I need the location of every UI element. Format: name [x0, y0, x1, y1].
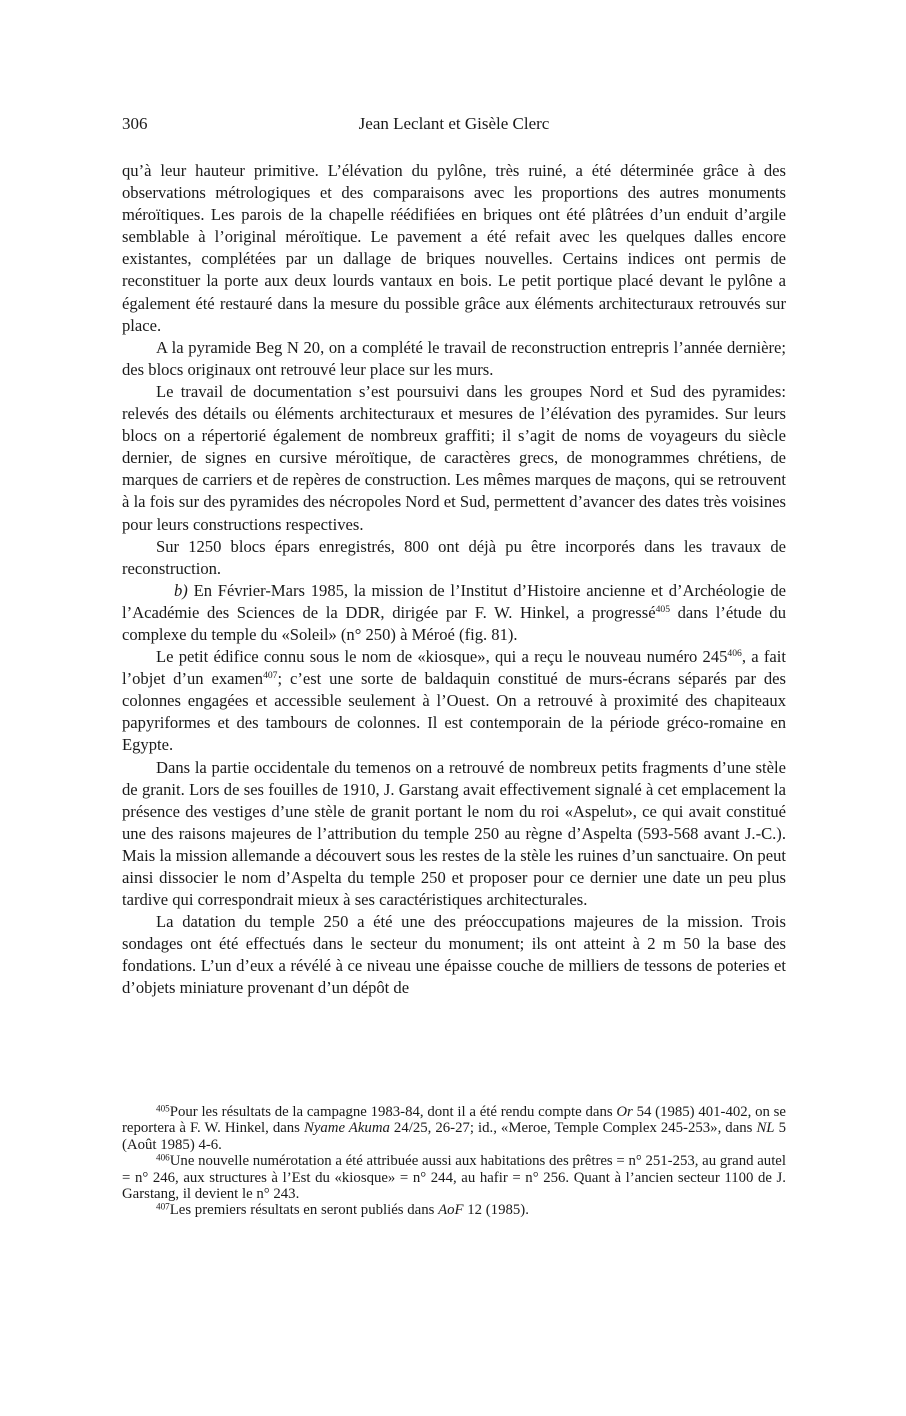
paragraph: Dans la partie occidentale du temenos on a retrouvé de nombreux petits fragments d’une stèle de granit. Lors de ses fouilles de 1910, J. Garstang avait effectivement signalé à cet emplacement la présence des vestiges d’une stèle de granit portant le nom du roi «Aspelut», ce qui avait constitué une des raisons majeures de l’attribution du temple 250 au règne d’Aspelta (593-568 avant J.-C.). Mais la mission allemande a découvert sous les restes de la stèle les ruines d’un sanctuaire. On peut ainsi dissocier le nom d’Aspelta du temple 250 et proposer pour ce dernier une date un peu plus tardive qui correspondrait mieux à ses caractéristiques architecturales. — [122, 757, 786, 910]
footnote-405 — [122, 1104, 786, 1153]
paragraph-subsection-b — [122, 580, 786, 646]
text-span: 12 (1985). — [463, 1202, 529, 1219]
footnote-number: 405 — [156, 1103, 170, 1114]
footnote-ref: 405 — [655, 604, 670, 616]
text-span: Les premiers résultats en seront publiés dans — [169, 1202, 439, 1219]
footnote-ref: 407 — [263, 670, 278, 682]
footnote-406 — [122, 1153, 786, 1202]
paragraph: Le travail de documentation s’est poursuivi dans les groupes Nord et Sud des pyramides: relevés des détails ou éléments architecturaux et mesures de l’élévation des pyramides. Sur leurs blocs on a répertorié également de nombreux graffiti; il s’agit de noms de voyageurs du siècle dernier, de signes en cursive méroïtique, de caractères grecs, de monogrammes chrétiens, de marques de carriers et de repères de construction. Les mêmes marques de maçons, qui se retrouvent à la fois sur des pyramides des nécropoles Nord et Sud, permettent d’avancer des dates très voisines pour leurs constructions respectives. — [122, 381, 786, 534]
footnotes — [122, 1104, 786, 1219]
main-text — [122, 160, 786, 1000]
text-span: Une nouvelle numérotation a été attribuée aussi aux habitations des prêtres = n° 251-253, au grand autel = n° 246, aux structures à l’Est du «kiosque» = n° 244, au hafir = n° 256. Quant à l’ancien secteur 1100 de J. Garstang, il devient le n° 243. — [122, 1153, 786, 1203]
paragraph: A la pyramide Beg N 20, on a complété le travail de reconstruction entrepris l’année dernière; des blocs originaux ont retrouvé leur place sur les murs. — [122, 337, 786, 379]
footnote-ref: 406 — [727, 648, 742, 660]
paragraph: Sur 1250 blocs épars enregistrés, 800 ont déjà pu être incorporés dans les travaux de reconstruction. — [122, 536, 786, 578]
subsection-label: b) — [174, 580, 188, 600]
page-number: 306 — [122, 114, 148, 133]
page-header — [122, 114, 786, 138]
text-span: Pour les résultats de la campagne 1983-84, dont il a été rendu compte dans — [169, 1104, 617, 1120]
text-span: 24/25, 26-27; id., «Meroe, Temple Complex 245-253», dans — [389, 1120, 757, 1137]
text-span: 54 (1985) 401-402, on se reportera à F. W. Hinkel, dans — [122, 1104, 786, 1137]
paragraph: La datation du temple 250 a été une des préoccupations majeures de la mission. Trois sondages ont été effectués dans le secteur du monument; ils ont atteint à 2 m 50 la base des fondations. L’un d’eux a révélé à ce niveau une épaisse couche de milliers de tessons de poteries et d’objets miniature provenant d’un dépôt de — [122, 912, 786, 998]
footnote-407 — [122, 1202, 786, 1218]
running-title: Jean Leclant et Gisèle Clerc — [358, 114, 550, 133]
text-span: , a fait l’objet d’un examen — [122, 647, 786, 689]
text-span: En Février-Mars 1985, la mission de l’Institut d’Histoire ancienne et d’Archéologie de l’Académie des Sciences de la DDR, dirigée par F. W. Hinkel, a progressé — [122, 580, 786, 622]
text-span: Le petit édifice connu sous le nom de «kiosque», qui a reçu le nouveau numéro 245 — [156, 647, 728, 667]
paragraph — [122, 646, 786, 756]
text-span: 5 (Août 1985) 4-6. — [122, 1120, 786, 1153]
paragraph: qu’à leur hauteur primitive. L’élévation du pylône, très ruiné, a été déterminée grâce à des observations métrologiques et des comparaisons avec les proportions des autres monuments méroïtiques. Les parois de la chapelle réédifiées en briques ont été plâtrées d’un enduit d’argile semblable à l’original méroïtique. Le pavement a été refait avec les quelques dalles encore existantes, complétées par un dallage de briques nouvelles. Certains indices ont permis de reconstituer la porte aux deux lourds vantaux en bois. Le petit portique placé devant le pylône a également été restauré dans la mesure du possible grâce aux éléments architecturaux retrouvés sur place. — [122, 161, 786, 335]
journal-title: Or — [616, 1104, 633, 1120]
footnote-number: 407 — [156, 1201, 170, 1212]
text-span: dans l’étude du complexe du temple du «Soleil» (n° 250) à Méroé (fig. 81). — [122, 602, 786, 644]
journal-title: Nyame Akuma — [303, 1120, 390, 1137]
text-span: ; c’est une sorte de baldaquin constitué de murs-écrans séparés par des colonnes engagées et accessible seulement à l’Ouest. On a retrouvé à proximité des chapiteaux papyriformes et des tambours de colonnes. Il est contemporain de la période gréco-romaine en Egypte. — [122, 669, 786, 755]
footnote-number: 406 — [156, 1152, 170, 1163]
journal-title: AoF — [438, 1202, 464, 1219]
journal-title: NL — [756, 1120, 775, 1137]
